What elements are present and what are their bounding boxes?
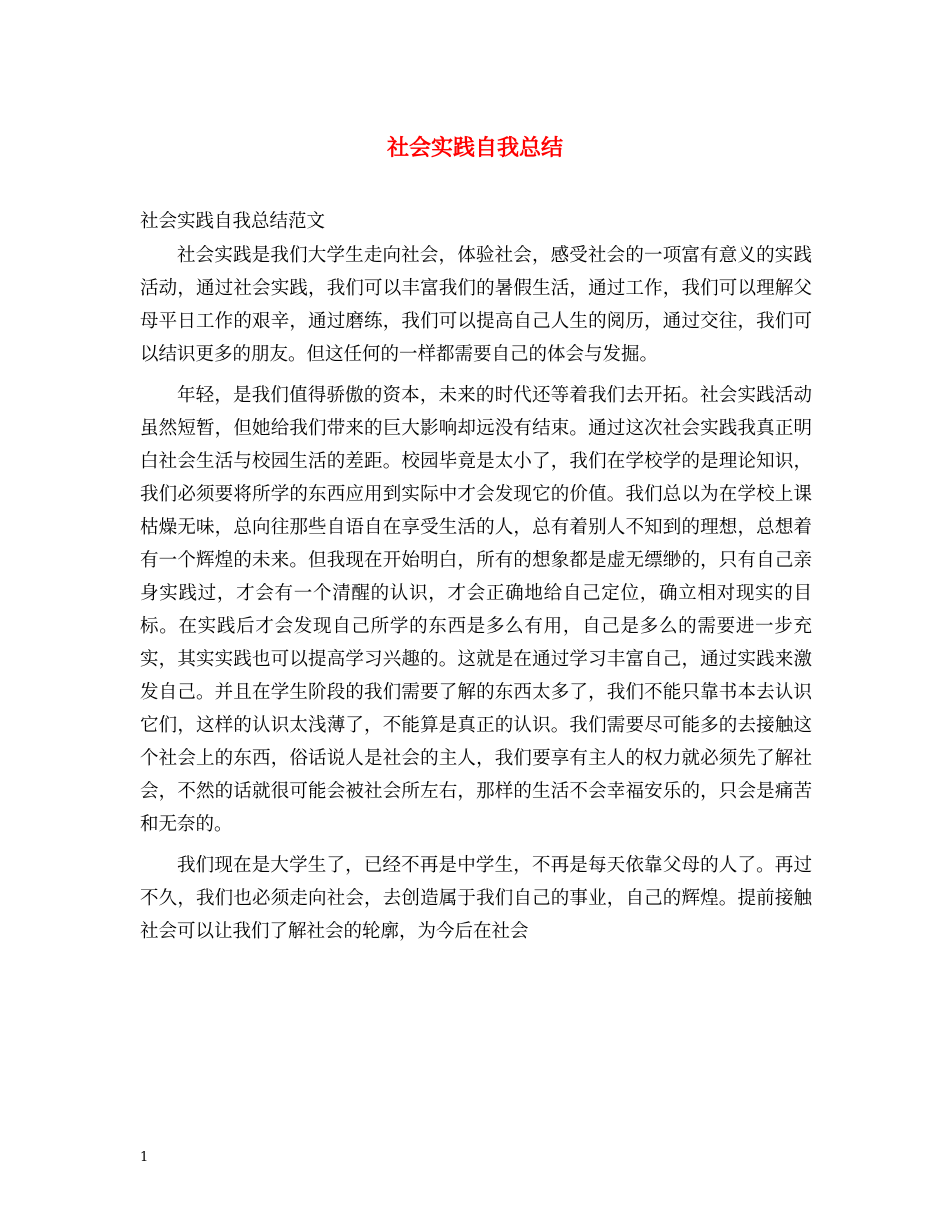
document-title: 社会实践自我总结 (386, 135, 563, 161)
page-number: 1 (140, 1150, 149, 1165)
document-body (140, 239, 812, 956)
body-paragraph: 我们现在是大学生了，已经不再是中学生，不再是每天依靠父母的人了。再过不久，我们也必须走向社会，去创造属于我们自己的事业，自己的辉煌。提前接触社会可以让我们了解社会的轮廓，为今后在社会 (140, 855, 812, 942)
body-paragraph: 年轻，是我们值得骄傲的资本，未来的时代还等着我们去开拓。社会实践活动虽然短暂，但她给我们带来的巨大影响却远没有结束。通过这次社会实践我真正明白社会生活与校园生活的差距。校园毕竟是太小了，我们在学校学的是理论知识，我们必须要将所学的东西应用到实际中才会发现它的价值。我们总以为在学校上课枯燥无味，总向往那些自语自在享受生活的人，总有着别人不知到的理想，总想着有一个辉煌的未来。但我现在开始明白，所有的想象都是虚无缥缈的，只有自己亲身实践过，才会有一个清醒的认识，才会正确地给自己定位，确立相对现实的目标。在实践后才会发现自己所学的东西是多么有用，自己是多么的需要进一步充实，其实实践也可以提高学习兴趣的。这就是在通过学习丰富自己，通过实践来激发自己。并且在学生阶段的我们需要了解的东西太多了，我们不能只靠书本去认识它们，这样的认识太浅薄了，不能算是真正的认识。我们需要尽可能多的去接触这个社会上的东西，俗话说人是社会的主人，我们要享有主人的权力就必须先了解社会，不然的话就很可能会被社会所左右，那样的生活不会幸福安乐的，只会是痛苦和无奈的。 (140, 385, 812, 835)
body-paragraph: 社会实践是我们大学生走向社会，体验社会，感受社会的一项富有意义的实践活动，通过社会实践，我们可以丰富我们的暑假生活，通过工作，我们可以理解父母平日工作的艰辛，通过磨练，我们可以提高自己人生的阅历，通过交往，我们可以结识更多的朋友。但这任何的一样都需要自己的体会与发掘。 (140, 245, 812, 365)
document-subtitle: 社会实践自我总结范文 (140, 211, 326, 232)
